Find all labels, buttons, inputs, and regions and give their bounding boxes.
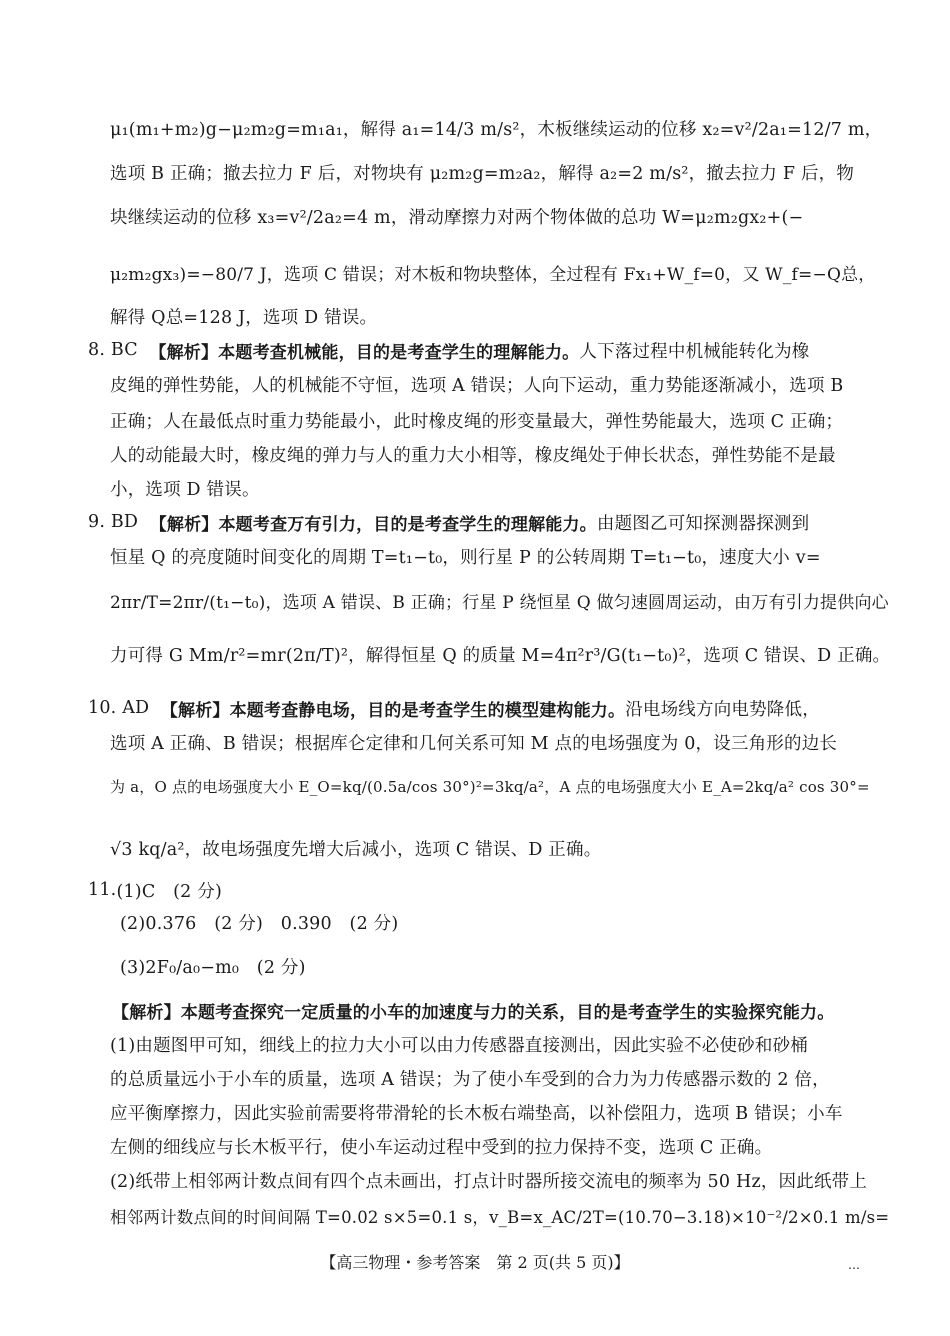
answer-row xyxy=(120,946,858,986)
analysis-tag: 【解析】本题考查探究一定质量的小车的加速度与力的关系，目的是考查学生的实验探究能力。 xyxy=(112,1002,835,1023)
text-line-content: 皮绳的弹性势能，人的机械能不守恒，选项 A 错误；人向下运动，重力势能逐渐减小，选项 B xyxy=(110,375,844,396)
text-line xyxy=(110,152,858,192)
text-line-content: 力可得 G Mm/r²=mr(2π/T)²，解得恒星 Q 的质量 M=4π²r³/G(t₁−t₀)²，选项 C 错误、D 正确。 xyxy=(110,645,891,666)
text-line xyxy=(110,722,858,762)
text-line-content: 人的动能最大时，橡皮绳的弹力与人的重力大小相等，橡皮绳处于伸长状态，弹性势能不是最 xyxy=(110,445,836,466)
text-line xyxy=(110,1196,890,1236)
text-line-content: 恒星 Q 的亮度随时间变化的周期 T=t₁−t₀，则行星 P 的公转周期 T=t₁−t₀，速度大小 v= xyxy=(110,547,821,568)
answer-line: (2)0.376 (2 分) 0.390 (2 分) xyxy=(120,913,399,934)
text-line-content: 相邻两计数点间的时间间隔 T=0.02 s×5=0.1 s，v_B=x_AC/2T=(10.70−3.18)×10⁻²/2×0.1 m/s= xyxy=(110,1208,890,1227)
analysis-tag: 【解析】本题考查静电场，目的是考查学生的模型建构能力。 xyxy=(160,700,626,721)
text-line-content: 的总质量远小于小车的质量，选项 A 错误；为了使小车受到的合力为力传感器示数的 2 倍， xyxy=(110,1069,830,1090)
text-line xyxy=(110,634,891,674)
text-line-content: 左侧的细线应与长木板平行，使小车运动过程中受到的拉力保持不变，选项 C 正确。 xyxy=(110,1137,773,1158)
text-line xyxy=(110,1160,868,1200)
text-line-content: 选项 B 正确；撤去拉力 F 后，对物块有 μ₂m₂g=m₂a₂，解得 a₂=2 m/s²，撤去拉力 F 后，物 xyxy=(110,163,855,184)
text-line-content: 选项 A 正确、B 错误；根据库仑定律和几何关系可知 M 点的电场强度为 0，设三角形的边长 xyxy=(110,733,838,754)
text-line xyxy=(110,828,858,868)
text-line-content: μ₁(m₁+m₂)g−μ₂m₂g=m₁a₁，解得 a₁=14/3 m/s²，木板继续运动的位移 x₂=v²/2a₁=12/7 m， xyxy=(110,119,883,140)
text-line-content: 正确；人在最低点时重力势能最小，此时橡皮绳的形变量最大，弹性势能最大，选项 C 正确； xyxy=(110,411,844,432)
text-line-content: 人下落过程中机械能转化为橡 xyxy=(579,341,810,362)
answer-line: (1)C (2 分) xyxy=(116,881,222,902)
text-line-content: 2πr/T=2πr/(t₁−t₀)，选项 A 错误、B 正确；行星 P 绕恒星 Q 做匀速圆周运动，由万有引力提供向心 xyxy=(110,592,889,613)
text-line-content: (1)由题图甲可知，细线上的拉力大小可以由力传感器直接测出，因此实验不必使砂和砂桶 xyxy=(110,1035,808,1056)
analysis-tag: 【解析】本题考查万有引力，目的是考查学生的理解能力。 xyxy=(149,514,597,535)
analysis-tag: 【解析】本题考查机械能，目的是考查学生的理解能力。 xyxy=(149,342,580,363)
text-line xyxy=(110,536,858,576)
text-line-content: 为 a，O 点的电场强度大小 E_O=kq/(0.5a/cos 30°)²=3kq/a²，A 点的电场强度大小 E_A=2kq/a² cos 30°= xyxy=(110,777,870,796)
text-line-content: 块继续运动的位移 x₃=v²/2a₂=4 m，滑动摩擦力对两个物体做的总功 W=μ₂m₂gx₂+(− xyxy=(110,207,804,228)
text-line-content: 应平衡摩擦力，因此实验前需要将带滑轮的长木板右端垫高，以补偿阻力，选项 B 错误；小车 xyxy=(110,1103,843,1124)
text-line xyxy=(110,580,889,620)
text-line-content: μ₂m₂gx₃)=−80/7 J，选项 C 错误；对木板和物块整体，全过程有 Fx₁+W_f=0，又 W_f=−Q总， xyxy=(110,264,876,285)
text-line-content: 由题图乙可知探测器探测到 xyxy=(596,513,810,534)
text-line-content: √3 kq/a²，故电场强度先增大后减小，选项 C 错误、D 正确。 xyxy=(110,839,602,860)
question-number: 9. BD xyxy=(88,512,139,532)
question-number: 10. AD xyxy=(88,698,150,718)
text-line-content: (2)纸带上相邻两计数点间有四个点未画出，打点计时器所接交流电的频率为 50 Hz，因此纸带上 xyxy=(110,1171,868,1192)
question-number: 11. xyxy=(88,880,117,900)
text-line xyxy=(110,766,870,806)
text-line xyxy=(110,252,876,292)
text-line xyxy=(110,364,858,404)
text-line-content: 沿电场线方向电势降低， xyxy=(625,699,820,720)
question-number: 8. BC xyxy=(88,340,138,360)
answer-line: (3)2F₀/a₀−m₀ (2 分) xyxy=(120,957,306,978)
text-line xyxy=(110,196,858,236)
answer-row xyxy=(120,902,858,942)
text-line xyxy=(110,108,883,148)
text-line-content: 小，选项 D 错误。 xyxy=(110,479,260,500)
footer-mark: … xyxy=(848,1258,860,1272)
text-line-content: 解得 Q总=128 J，选项 D 错误。 xyxy=(110,307,378,328)
page-footer: 【高三物理・参考答案 第 2 页(共 5 页)】 xyxy=(320,1253,630,1272)
